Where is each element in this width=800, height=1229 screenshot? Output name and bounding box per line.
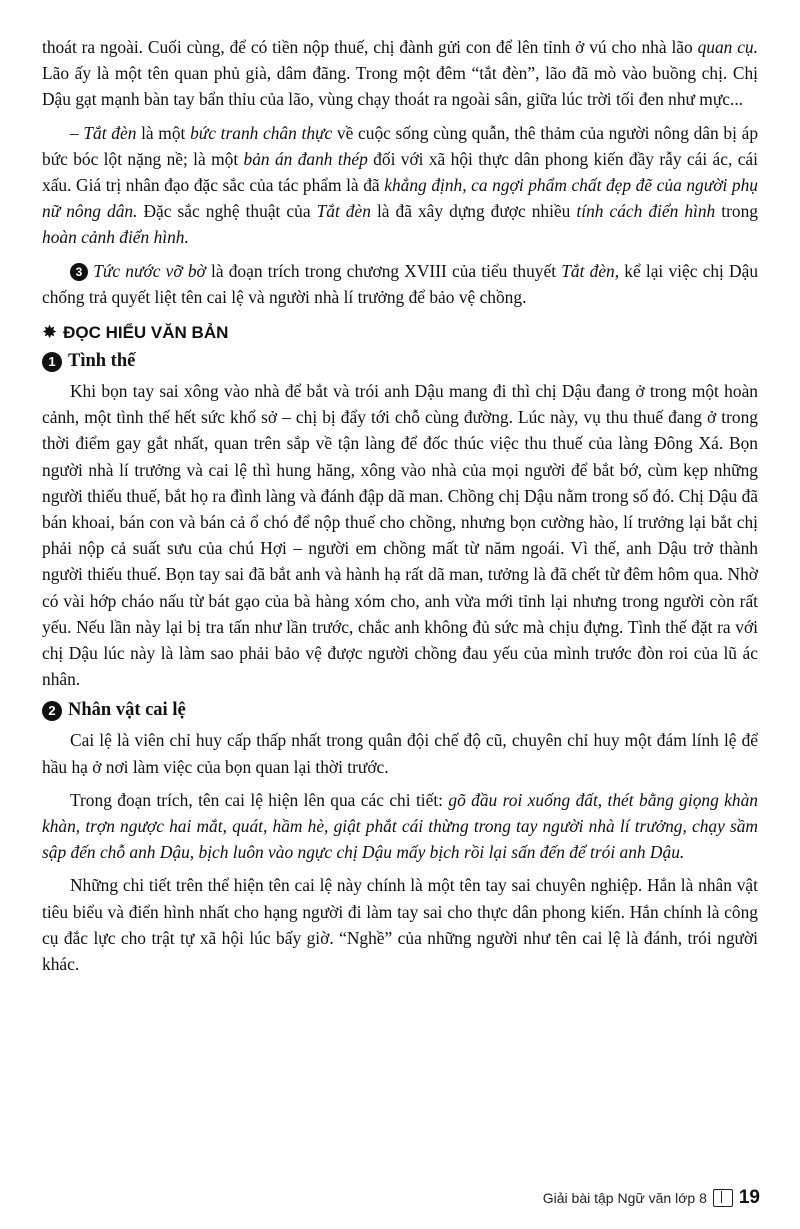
paragraph-excerpt-intro [42,258,758,310]
text-run: là một [136,122,191,143]
section-title: ĐỌC HIỂU VĂN BẢN [63,322,229,342]
paragraph-cai-le-analysis: Những chi tiết trên thể hiện tên cai lệ này chính là một tên tay sai chuyên nghiệp. Hắn là nhân vật tiêu biểu và điển hình nhất cho hạng người đi làm tay sai cho thực dân phong kiến. Hắn chính là công cụ đắc lực cho trật tự xã hội lúc bấy giờ. “Nghề” của những người như tên cai lệ là đánh, trói người khác. [42,875,758,975]
italic-run: tính cách điển hình [576,201,716,222]
number-badge-icon: 2 [42,701,62,721]
page-number: 19 [738,1187,760,1208]
italic-run: bản án đanh thép [243,148,368,169]
text-run: Đặc sắc nghệ thuật của [137,201,317,222]
subheading-cai-le [42,700,758,721]
page-footer [543,1187,760,1209]
text-run: – [70,122,84,143]
subheading-title: Tình thế [68,351,136,372]
text-run: thoát ra ngoài. Cuối cùng, để có tiền nộp thuế, chị đành gửi con để lên tỉnh ở vú cho nhà lão [42,37,698,57]
book-title: Giải bài tập Ngữ văn lớp 8 [542,1190,707,1206]
text-run: đối với xã hội thực dân phong kiến đầy rẫy cái ác, cái xấu. Giá trị nhân đạo đặc sắc của tác phẩm là đã [42,148,758,196]
text-run: trong [715,201,758,222]
italic-run: Tắt đèn, [561,260,620,281]
book-icon [713,1189,733,1207]
number-badge-icon: 3 [70,263,88,281]
italic-run: Tắt đèn [316,201,371,222]
text-run: là đã xây dựng được nhiều [370,201,577,222]
italic-run: Tức nước vỡ bờ [93,260,206,281]
text-run: Trong đoạn trích, tên cai lệ hiện lên qua các chi tiết: [70,789,449,810]
text-run: về cuộc sống cùng quẫn, thê thảm của người nông dân bị áp bức bóc lột nặng nề; là một [42,122,759,169]
italic-run: quan cụ. [697,37,758,57]
subheading-situation [42,351,758,372]
italic-run: gõ đầu roi xuống đất, thét bằng giọng khàn khàn, trợn ngược hai mắt, quát, hầm hè, giật phắt cái thừng trong tay người nhà lí trưởng, chạy sầm sập đến chỗ anh Dậu, bịch luôn vào ngực chị Dậu mấy bịch rồi lại sấn đến để trói anh Dậu. [42,789,758,863]
italic-run: Tắt đèn [83,122,137,143]
paragraph-plot-end [42,34,758,113]
number-badge-icon: 1 [42,352,62,372]
star-icon: ✸ [42,322,58,343]
paragraph-cai-le-details [42,787,758,866]
subheading-title: Nhân vật cai lệ [68,700,186,721]
italic-run: bức tranh chân thực [190,122,333,143]
paragraph-cai-le-definition: Cai lệ là viên chỉ huy cấp thấp nhất trong quân đội chế độ cũ, chuyên chỉ huy một đám lính lệ để hầu hạ ở nơi làm việc của bọn quan lại thời trước. [42,730,758,777]
italic-run: hoàn cảnh điển hình. [42,227,189,248]
text-run: kể lại việc chị Dậu chống trả quyết liệt tên cai lệ và người nhà lí trưởng để bảo vệ chồng. [42,260,759,307]
paragraph-situation: Khi bọn tay sai xông vào nhà để bắt và trói anh Dậu mang đi thì chị Dậu đang ở trong một hoàn cảnh, một tình thế hết sức khổ sở – chị bị đẩy tới chỗ cùng đường. Lúc này, vụ thu thuế đang ở trong thời điểm gay gắt nhất, quan trên sắp về tận làng để đốc thúc việc thu thuế của làng Đông Xá. Bọn người nhà lí trưởng và cai lệ thì hung hăng, xông vào nhà của mọi người để bắt bớ, cùm kẹp những người thiếu thuế, bắt họ ra đình làng và đánh đập dã man. Chồng chị Dậu nằm trong số đó. Chị Dậu đã bán khoai, bán con và bán cả ổ chó để nộp thuế cho chồng, nhưng bọn cường hào, lí trưởng lại bắt chị phải nộp cả suất sưu của chú Hợi – người em chồng mất từ năm ngoái. Vì thế, anh Dậu trở thành người thiếu thuế. Bọn tay sai đã bắt anh và hành hạ rất dã man, tưởng là đã chết từ đêm hôm qua. Nhờ có vài hớp cháo nấu từ bát gạo của bà hàng xóm cho, anh vừa mới tỉnh lại nhưng trong người còn rất yếu. Nếu lần này lại bị tra tấn như lần trước, chắc anh không đủ sức mà chịu đựng. Tình thế đặt ra với chị Dậu lúc này là làm sao phải bảo vệ được người chồng đau yếu của mình trước đòn roi của lũ ác nhân. [42,381,758,690]
page-content [42,34,758,977]
section-heading [42,322,758,343]
text-run: Lão ấy là một tên quan phủ già, dâm đãng. Trong một đêm “tắt đèn”, lão đã mò vào buồng chị. Chị Dậu gạt mạnh bàn tay bẩn thỉu của lão, vùng chạy thoát ra ngoài sân, giữa lúc trời tối đen như mực... [42,63,758,110]
paragraph-value [42,120,758,251]
italic-run: khẳng định, ca ngợi phẩm chất đẹp đẽ của người phụ nữ nông dân. [42,175,759,222]
text-run: là đoạn trích trong chương XVIII của tiểu thuyết [205,260,562,281]
